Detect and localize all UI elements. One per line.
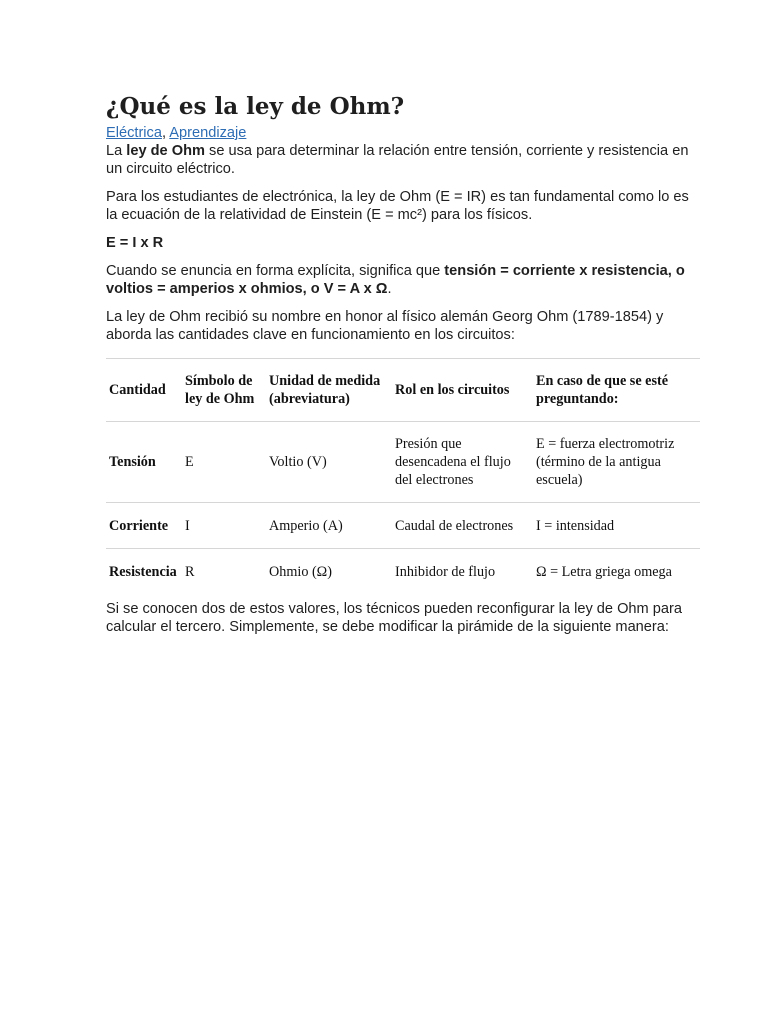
cell-symbol: R bbox=[185, 563, 195, 580]
formula bbox=[106, 234, 700, 252]
category-link-aprendizaje[interactable]: Aprendizaje bbox=[169, 125, 247, 141]
explicit-text-post: . bbox=[387, 281, 392, 297]
page-title: ¿Qué es la ley de Ohm? bbox=[106, 93, 405, 120]
cell-unit: Voltio (V) bbox=[266, 422, 392, 503]
table-row bbox=[106, 549, 700, 595]
formula-text: E = I x R bbox=[106, 235, 164, 251]
closing-paragraph: Si se conocen dos de estos valores, los técnicos pueden reconfigurar la ley de Ohm para calcular el tercero. Simplemente, se debe modificar la pirámide de la siguiente manera: bbox=[106, 601, 682, 635]
cell-quantity: Corriente bbox=[106, 503, 182, 549]
georg-ohm-paragraph: La ley de Ohm recibió su nombre en honor al físico alemán Georg Ohm (1789-1854) y aborda las cantidades clave en funcionamiento en los circuitos: bbox=[106, 309, 664, 343]
header-simbolo: Símbolo de ley de Ohm bbox=[182, 359, 266, 422]
intro-bold-term: ley de Ohm bbox=[126, 143, 205, 159]
intro-paragraph bbox=[106, 142, 700, 178]
header-en-caso: En caso de que se esté preguntando: bbox=[533, 359, 700, 422]
cell-role: Caudal de electrones bbox=[392, 503, 533, 549]
category-separator: , bbox=[161, 125, 170, 141]
explicit-paragraph bbox=[106, 262, 700, 298]
cell-note: Ω = Letra griega omega bbox=[536, 563, 672, 580]
einstein-paragraph: Para los estudiantes de electrónica, la ley de Ohm (E = IR) es tan fundamental como lo es la ecuación de la relatividad de Einstein (E = mc²) para los físicos. bbox=[106, 189, 689, 223]
cell-role: Presión que desencadena el flujo del electrones bbox=[392, 422, 533, 503]
table-row bbox=[106, 422, 700, 503]
cell-role: Inhibidor de flujo bbox=[395, 563, 496, 580]
cell-unit: Ohmio (Ω) bbox=[269, 563, 332, 580]
explicit-text-pre: Cuando se enuncia en forma explícita, significa que bbox=[106, 263, 445, 279]
cell-note: E = fuerza electromotriz (término de la antigua escuela) bbox=[533, 422, 700, 503]
cell-note: I = intensidad bbox=[533, 503, 700, 549]
cell-symbol: I bbox=[182, 503, 266, 549]
header-cantidad: Cantidad bbox=[106, 359, 182, 422]
category-links bbox=[106, 124, 700, 142]
intro-text-pre: La bbox=[106, 143, 127, 159]
table-header-row bbox=[106, 359, 700, 422]
quantities-table bbox=[106, 358, 700, 594]
header-rol: Rol en los circuitos bbox=[392, 359, 533, 422]
cell-quantity: Tensión bbox=[106, 422, 182, 503]
cell-symbol: E bbox=[182, 422, 266, 503]
cell-unit: Amperio (A) bbox=[266, 503, 392, 549]
header-unidad: Unidad de medida (abreviatura) bbox=[266, 359, 392, 422]
category-link-electrica[interactable]: Eléctrica bbox=[106, 125, 162, 141]
cell-quantity: Resistencia bbox=[109, 563, 177, 580]
explicit-bold-text: tensión = corriente x resistencia, o voltios = amperios x ohmios, o V = A x Ω bbox=[106, 263, 685, 297]
table-row bbox=[106, 503, 700, 549]
intro-text-post: se usa para determinar la relación entre tensión, corriente y resistencia en un circuito eléctrico. bbox=[106, 143, 689, 177]
article bbox=[106, 92, 700, 646]
